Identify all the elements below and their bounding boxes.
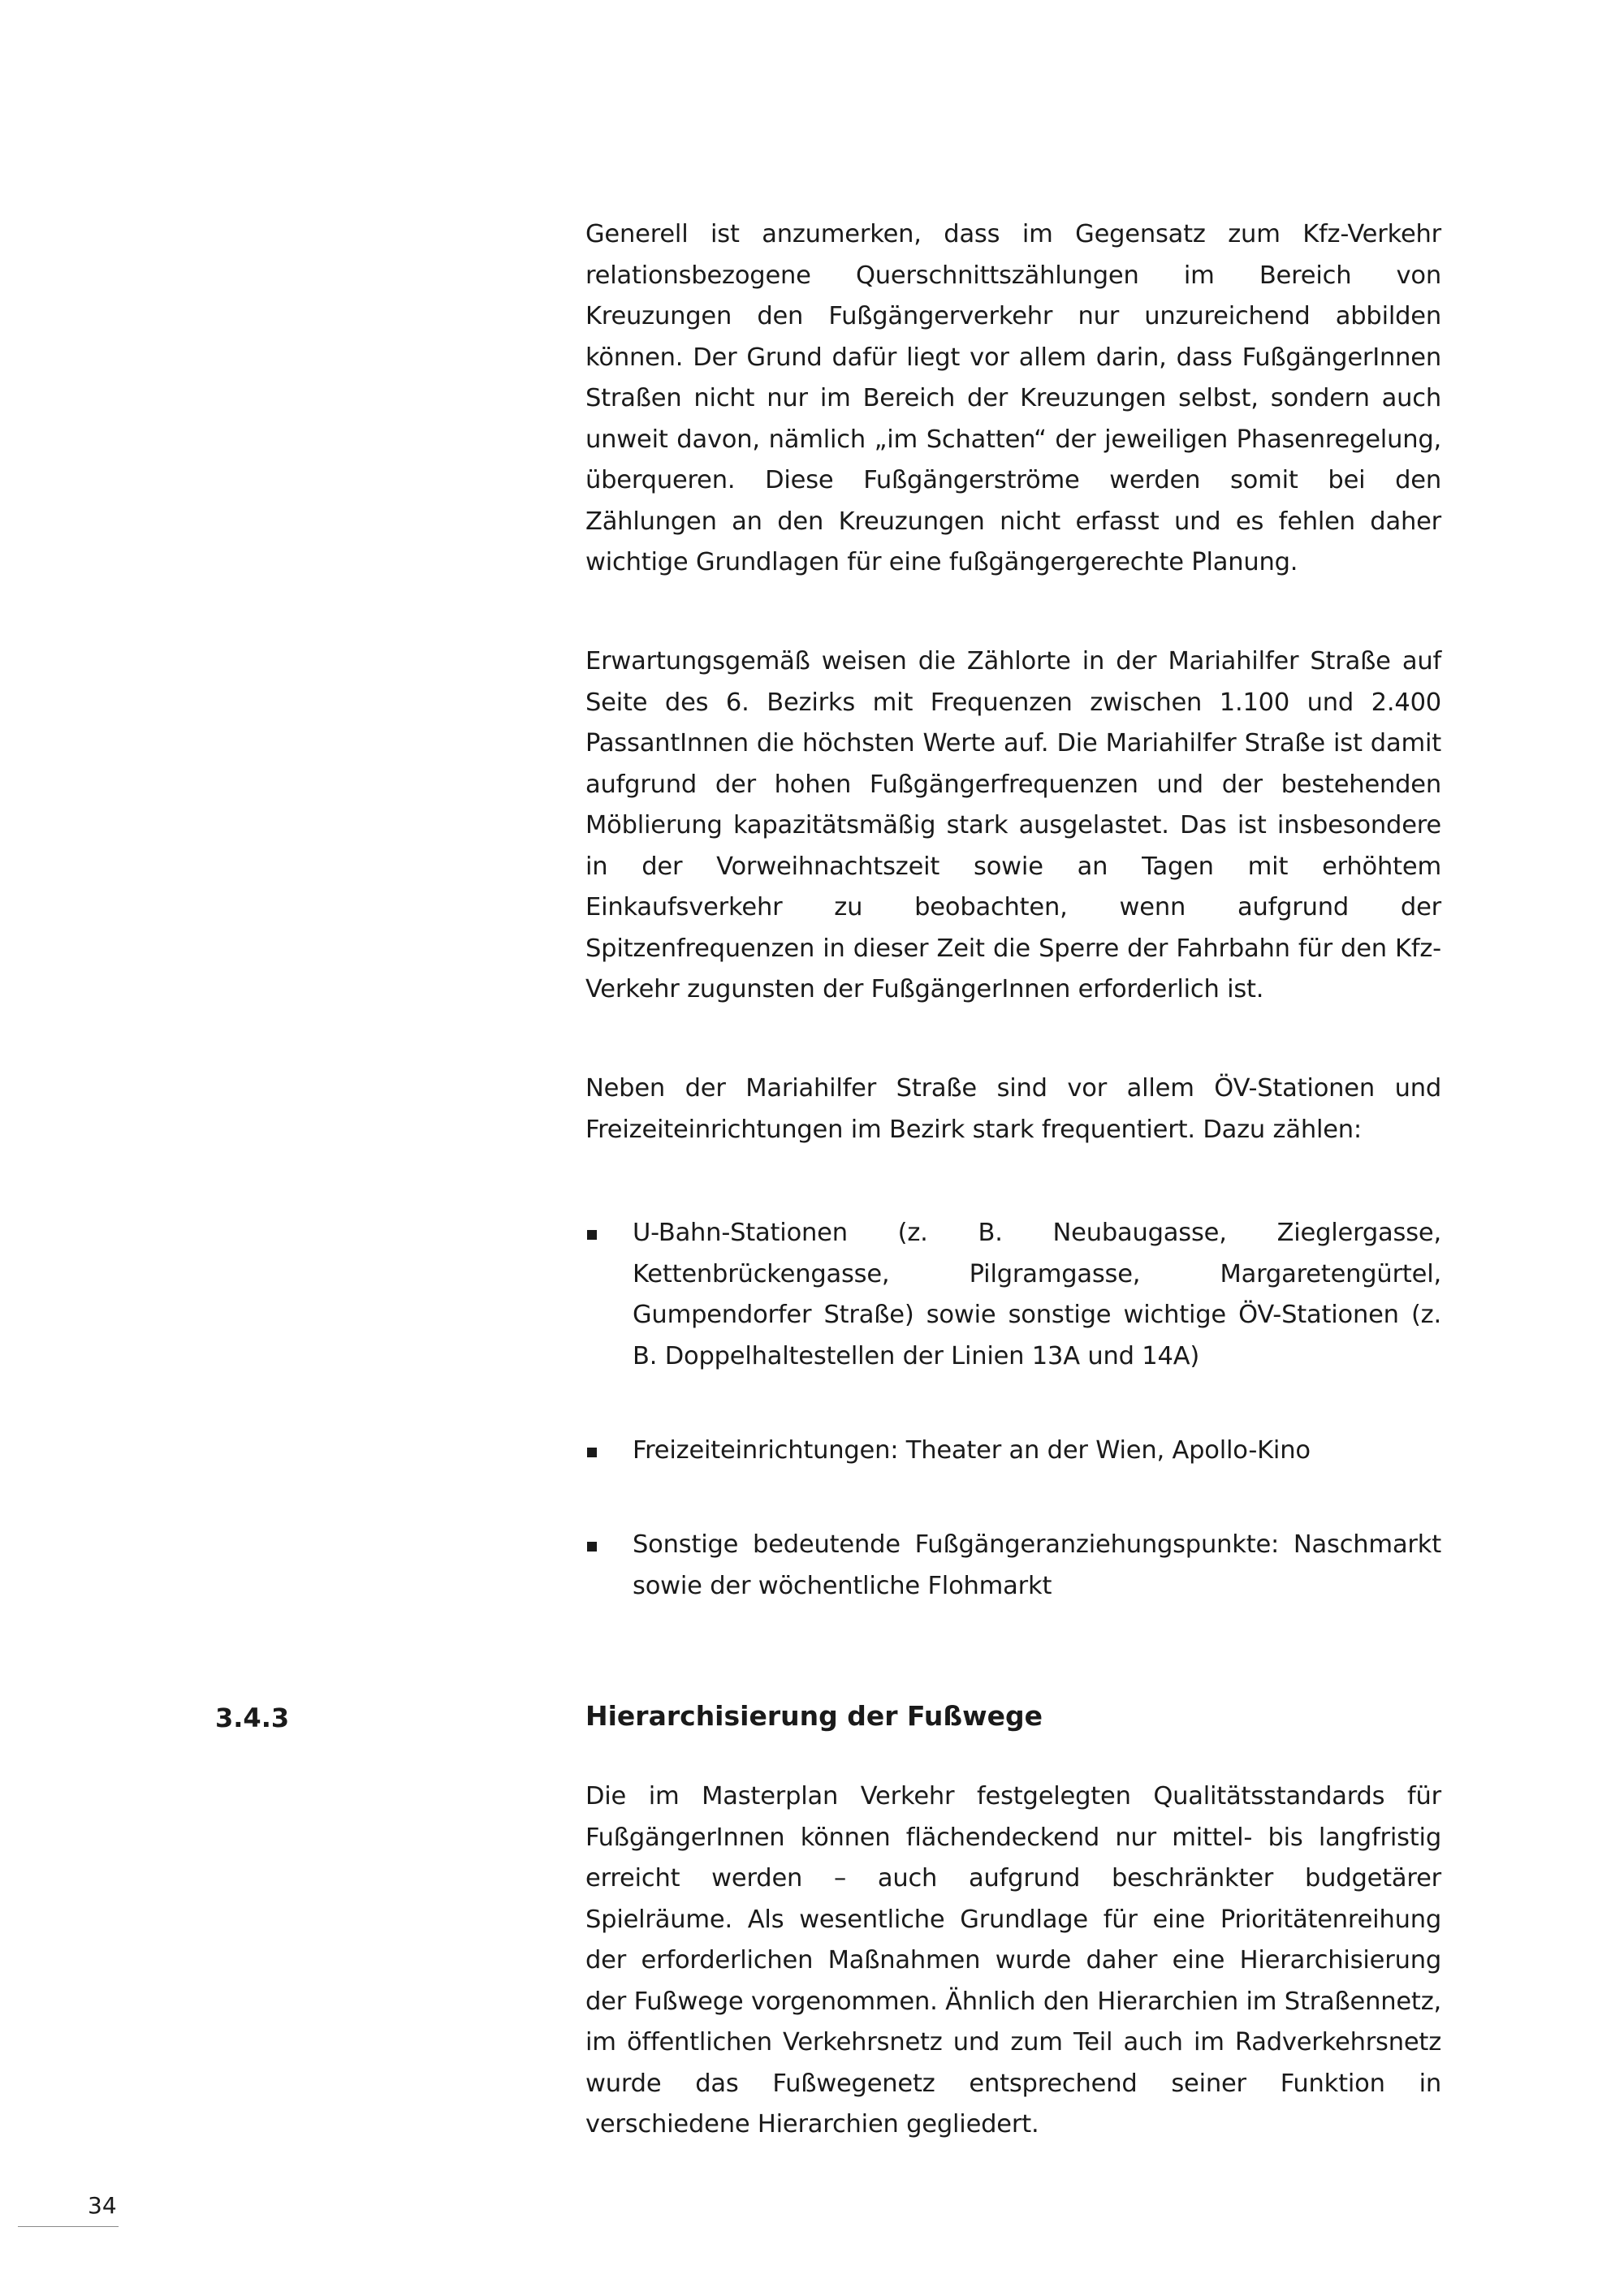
square-bullet-icon (587, 1230, 597, 1240)
paragraph-besides: Neben der Mariahilfer Straße sind vor allem ÖV-Stationen und Freizeiteinrichtungen im Bezirk stark frequentiert. Dazu zählen: (585, 1074, 1441, 1144)
square-bullet-icon (587, 1542, 597, 1552)
list-item-text: U-Bahn-Stationen (z. B. Neubaugasse, Zieglergasse, Kettenbrückengasse, Pilgramgasse, Margaretengürtel, Gumpendorfer Straße) sowie sonstige wichtige ÖV-Stationen (z. B. Doppelhaltestellen der Linien 13A und 14A) (633, 1219, 1441, 1370)
paragraph-expectation: Erwartungsgemäß weisen die Zählorte in der Mariahilfer Straße auf Seite des 6. Bezirks mit Frequenzen zwischen 1.100 und 2.400 PassantInnen die höchsten Werte auf. Die Mariahilfer Straße ist damit aufgrund der hohen Fußgängerfrequenzen und der bestehenden Möblierung kapazitätsmäßig stark ausgelastet. Das ist insbesondere in der Vorweihnachtszeit sowie an Tagen mit erhöhtem Einkaufsverkehr zu beobachten, wenn aufgrund der Spitzenfrequenzen in dieser Zeit die Sperre der Fahrbahn für den Kfz-Verkehr zugunsten der FußgängerInnen erforderlich ist. (585, 647, 1441, 1003)
section-heading: Hierarchisierung der Fußwege (585, 1700, 1043, 1732)
paragraph-section-body: Die im Masterplan Verkehr festgelegten Qualitätsstandards für FußgängerInnen können flächendeckend nur mittel- bis langfristig erreicht werden – auch aufgrund beschränkter budgetärer Spielräume. Als wesentliche Grundlage für eine Prioritätenreihung der erforderlichen Maßnahmen wurde daher eine Hierarchisierung der Fußwege vorgenommen. Ähnlich den Hierarchien im Straßennetz, im öffentlichen Verkehrsnetz und zum Teil auch im Radverkehrsnetz wurde das Fußwegenetz entsprechend seiner Funktion in verschiedene Hierarchien gegliedert. (585, 1782, 1441, 2138)
square-bullet-icon (587, 1448, 597, 1457)
footer-rule (18, 2226, 119, 2227)
list-item-text: Sonstige bedeutende Fußgängeranziehungspunkte: Naschmarkt sowie der wöchentliche Flohmarkt (633, 1530, 1441, 1600)
page-number: 34 (88, 2192, 117, 2219)
paragraph-intro: Generell ist anzumerken, dass im Gegensatz zum Kfz-Verkehr relationsbezogene Querschnittszählungen im Bereich von Kreuzungen den Fußgängerverkehr nur unzureichend abbilden können. Der Grund dafür liegt vor allem darin, dass FußgängerInnen Straßen nicht nur im Bereich der Kreuzungen selbst, sondern auch unweit davon, nämlich „im Schatten“ der jeweiligen Phasenregelung, überqueren. Diese Fußgängerströme werden somit bei den Zählungen an den Kreuzungen nicht erfasst und es fehlen daher wichtige Grundlagen für eine fußgängergerechte Planung. (585, 220, 1441, 576)
section-number: 3.4.3 (215, 1703, 290, 1733)
list-item-text: Freizeiteinrichtungen: Theater an der Wien, Apollo-Kino (633, 1436, 1311, 1465)
